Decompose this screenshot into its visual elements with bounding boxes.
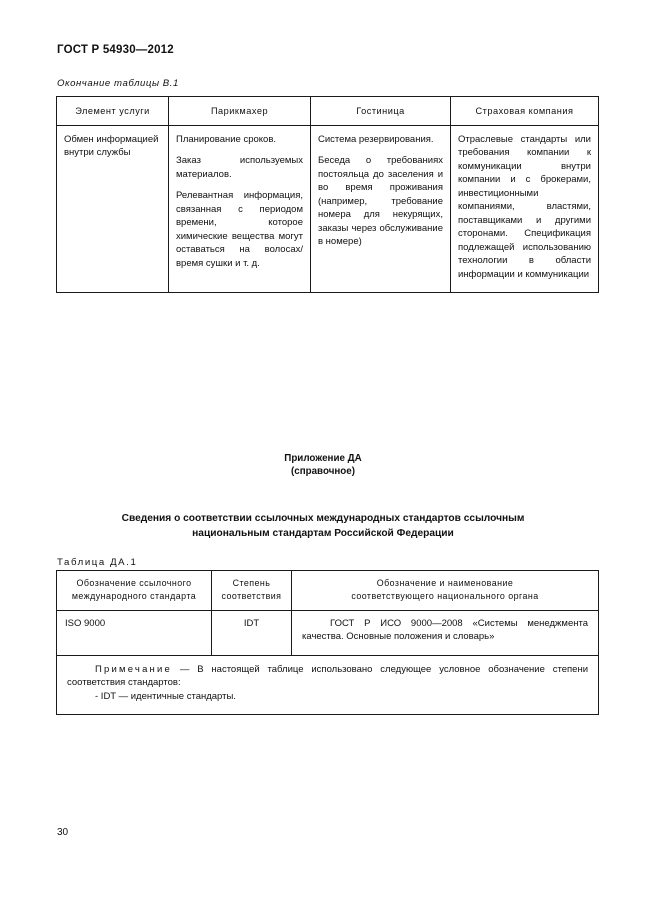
- table-da1-header-national-line1: Обозначение и наименование: [376, 578, 514, 588]
- table-b1-cell-hairdresser: [169, 126, 311, 293]
- table-row: [57, 610, 599, 655]
- page-number: 30: [57, 827, 69, 838]
- appendix-label: Приложение ДА: [284, 453, 362, 464]
- document-standard-code: ГОСТ Р 54930—2012: [57, 44, 174, 56]
- table-da1-header-international: [57, 571, 212, 611]
- appendix-title-line-2: национальным стандартам Российской Федерации: [192, 528, 454, 540]
- table-b1-hairdresser-p3: Релевантная информация, связанная с периодом времени, которое химические вещества могут оставаться на волосах/время сушки и т. д.: [176, 190, 303, 269]
- appendix-title-line-1: Сведения о соответствии ссылочных международных стандартов ссылочным: [121, 513, 525, 524]
- table-da1-note-text: В настоящей таблице использовано следующее условное обозначение степени соответствия стандартов:: [67, 663, 588, 689]
- table-b1-cell-element-text: Обмен информацией внутри службы: [64, 134, 159, 159]
- appendix-title: [88, 511, 558, 542]
- table-b1-hotel-p1: Система резервирования.: [318, 134, 434, 145]
- table-da1-note-dash: —: [179, 663, 190, 675]
- table-b1-header-insurance: Страховая компания: [451, 97, 599, 126]
- table-b1-cell-insurance: [451, 126, 599, 293]
- table-da1-header-international-line2: международного стандарта: [71, 591, 197, 602]
- table-da1-header-degree: [212, 571, 292, 611]
- table-b1: [56, 96, 599, 293]
- table-da1-header-degree-line1: Степень: [232, 578, 271, 588]
- table-da1-note-paragraph: [67, 663, 588, 691]
- table-da1-cell-international: ISO 9000: [57, 610, 212, 655]
- table-b1-hotel-p2: Беседа о требованиях постояльца до заселения и во время проживания (например, требование номера для некурящих, заказы через обслуживание в номере): [318, 155, 443, 248]
- table-da1-note-item: - IDT — идентичные стандарты.: [95, 691, 236, 703]
- table-da1-cell-degree: IDT: [212, 610, 292, 655]
- table-b1-cell-hotel: [311, 126, 451, 293]
- table-b1-header-hotel: Гостиница: [311, 97, 451, 126]
- table-da1-caption: Таблица ДА.1: [57, 557, 138, 568]
- table-da1-header-degree-line2: соответствия: [221, 591, 282, 602]
- table-b1-header-row: [57, 97, 599, 126]
- table-da1: [56, 570, 599, 715]
- table-row: [57, 126, 599, 293]
- table-b1-cell-element: [57, 126, 169, 293]
- table-da1-note-row: [57, 655, 599, 714]
- table-da1-header-national-line2: соответствующего национального органа: [351, 591, 539, 602]
- table-da1-note-cell: [57, 655, 599, 714]
- table-da1-note-word: Примечание: [95, 663, 172, 675]
- table-da1-header-row: [57, 571, 599, 611]
- table-da1-header-national: [292, 571, 599, 611]
- table-b1-insurance-p1: Отраслевые стандарты или требования компании к коммуникации внутри компании и с брокерами, инвестиционными компаниями, властями, поставщиками и другими сторонами. Спецификация подлежащей использованию технологии в области информации и коммуникации: [458, 134, 591, 280]
- table-b1-header-element: Элемент услуги: [57, 97, 169, 126]
- table-b1-header-hairdresser: Парикмахер: [169, 97, 311, 126]
- table-b1-hairdresser-p1: Планирование сроков.: [176, 134, 277, 145]
- appendix-label-block: [0, 452, 646, 478]
- table-da1-header-international-line1: Обозначение ссылочного: [76, 578, 192, 588]
- table-da1-cell-national: ГОСТ Р ИСО 9000—2008 «Системы менеджмента качества. Основные положения и словарь»: [292, 610, 599, 655]
- appendix-sublabel: (справочное): [291, 466, 355, 478]
- table-b1-caption: Окончание таблицы В.1: [57, 78, 179, 89]
- table-b1-hairdresser-p2: Заказ используемых материалов.: [176, 155, 303, 180]
